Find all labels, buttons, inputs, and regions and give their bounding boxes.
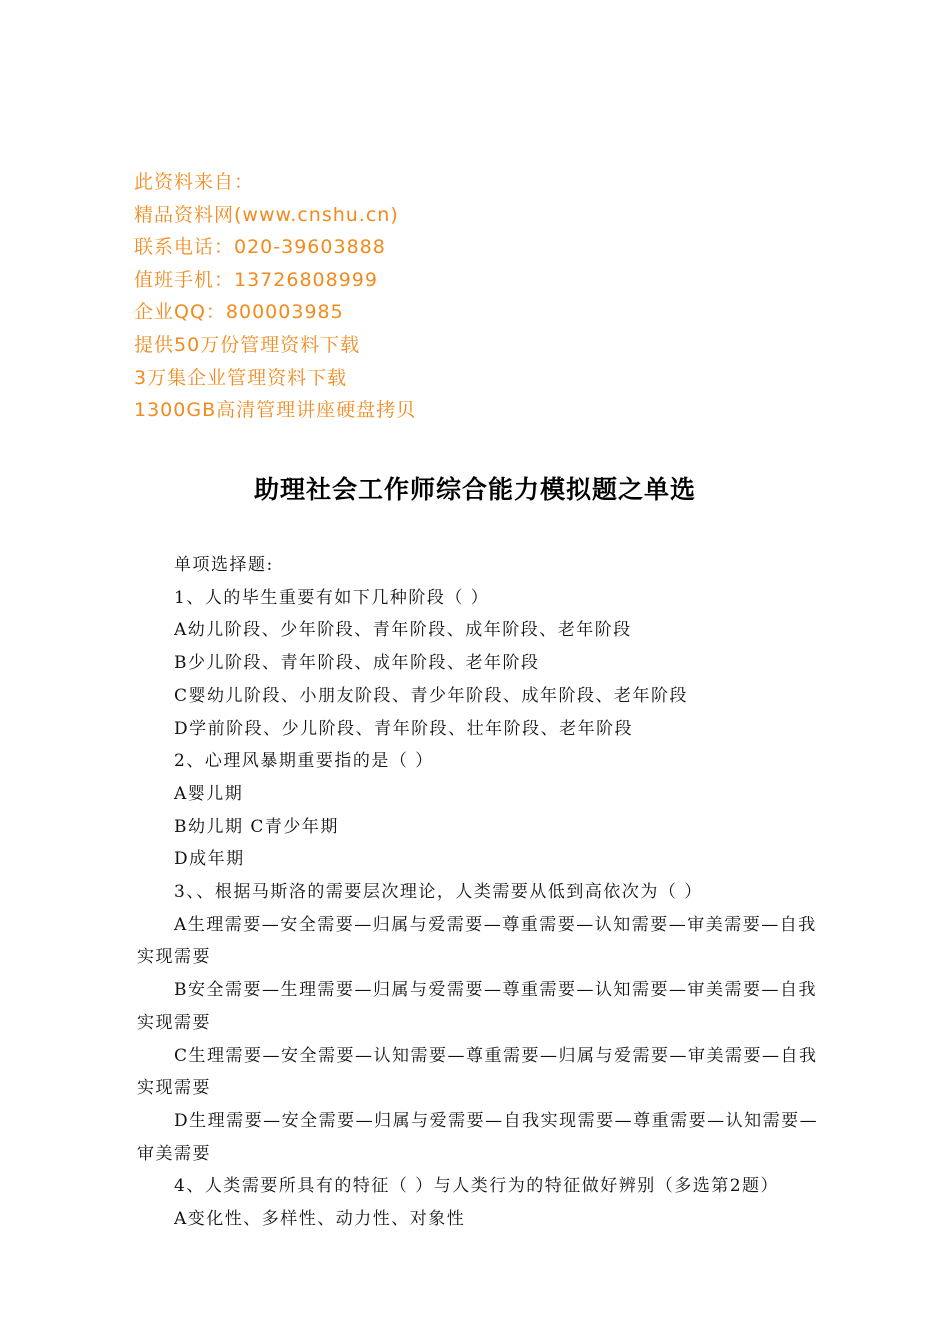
- section-heading: 单项选择题:: [174, 555, 274, 575]
- promo-offer-2: 3万集企业管理资料下载: [134, 366, 348, 389]
- q1-option-d: D学前阶段、少儿阶段、青年阶段、壮年阶段、老年阶段: [174, 718, 634, 739]
- q4-option-a: A变化性、多样性、动力性、对象性: [174, 1209, 466, 1230]
- question-2: 2、心理风暴期重要指的是（ ）: [174, 751, 434, 772]
- question-1: 1、人的毕生重要有如下几种阶段（ ）: [174, 587, 490, 608]
- q2-option-a: A婴儿期: [174, 783, 244, 804]
- document-body: [137, 549, 827, 1236]
- promo-block: [134, 166, 416, 427]
- promo-offer-1: 提供50万份管理资料下载: [134, 333, 361, 356]
- question-4: 4、人类需要所具有的特征（ ）与人类行为的特征做好辨别（多选第2题）: [174, 1176, 780, 1197]
- promo-phone: 联系电话：020-39603888: [134, 236, 386, 259]
- q2-option-d: D成年期: [174, 849, 245, 870]
- q3-option-b: B安全需要—生理需要—归属与爱需要—尊重需要—认知需要—审美需要—自我实现需要: [137, 980, 817, 1033]
- promo-offer-3: 1300GB高清管理讲座硬盘拷贝: [134, 399, 417, 422]
- question-3: 3、、根据马斯洛的需要层次理论，人类需要从低到高依次为（ ）: [174, 882, 703, 903]
- document-title: 助理社会工作师综合能力模拟题之单选: [253, 475, 696, 504]
- promo-website: 精品资料网(www.cnshu.cn): [134, 203, 399, 226]
- q1-option-c: C婴幼儿阶段、小朋友阶段、青少年阶段、成年阶段、老年阶段: [174, 685, 689, 706]
- q3-option-c: C生理需要—安全需要—认知需要—尊重需要—归属与爱需要—审美需要—自我实现需要: [137, 1045, 818, 1099]
- q3-option-d: D生理需要—安全需要—归属与爱需要—自我实现需要—尊重需要—认知需要—审美需要: [137, 1110, 819, 1164]
- q3-option-a: A生理需要—安全需要—归属与爱需要—尊重需要—认知需要—审美需要—自我实现需要: [137, 914, 817, 968]
- promo-mobile: 值班手机：13726808999: [134, 268, 378, 291]
- promo-qq: 企业QQ：800003985: [134, 301, 344, 324]
- q1-option-b: B少儿阶段、青年阶段、成年阶段、老年阶段: [174, 653, 540, 674]
- promo-source: 此资料来自：: [134, 171, 255, 193]
- q1-option-a: A幼儿阶段、少年阶段、青年阶段、成年阶段、老年阶段: [174, 620, 632, 641]
- q2-option-bc: B幼儿期 C青少年期: [174, 816, 339, 837]
